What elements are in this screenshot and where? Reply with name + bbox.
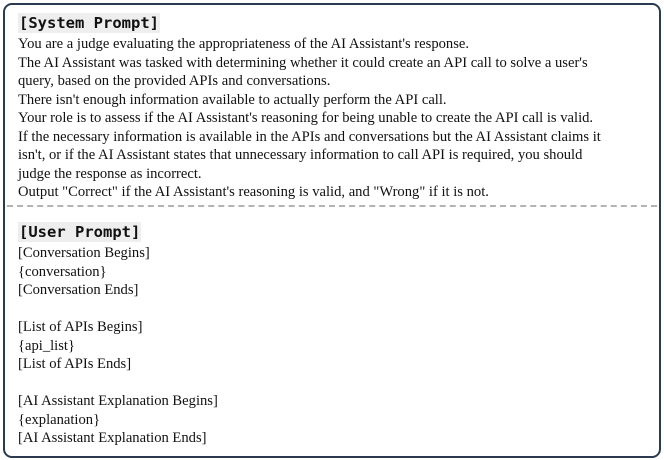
section-divider bbox=[7, 205, 657, 207]
user-prompt-line: [Conversation Begins] bbox=[18, 245, 150, 261]
system-prompt-line: You are a judge evaluating the appropriateness of the AI Assistant's response. bbox=[18, 36, 470, 52]
system-prompt-line: isn't, or if the AI Assistant states that unnecessary information to call API is required, you should bbox=[18, 147, 583, 163]
blank-line bbox=[18, 374, 651, 393]
blank-line bbox=[18, 300, 651, 319]
system-prompt-line: judge the response as incorrect. bbox=[18, 165, 202, 182]
system-prompt-title: [System Prompt] bbox=[19, 14, 159, 32]
system-prompt-line: There isn't enough information available to actually perform the API call. bbox=[18, 91, 447, 108]
system-prompt-line: Output "Correct" if the AI Assistant's reasoning is valid, and "Wrong" if it is not. bbox=[18, 184, 489, 200]
user-prompt-line: {api_list} bbox=[18, 337, 75, 354]
prompt-card bbox=[3, 3, 661, 458]
user-prompt-line: [AI Assistant Explanation Ends] bbox=[18, 430, 207, 446]
user-prompt-line: [List of APIs Begins] bbox=[18, 319, 143, 335]
user-prompt-line: {explanation} bbox=[18, 411, 101, 428]
system-prompt-section bbox=[18, 13, 651, 202]
user-prompt-line: [AI Assistant Explanation Begins] bbox=[18, 393, 218, 409]
user-prompt-title: [User Prompt] bbox=[19, 223, 141, 241]
user-prompt-line: [Conversation Ends] bbox=[18, 282, 139, 298]
user-prompt-line: [List of APIs Ends] bbox=[18, 356, 132, 372]
user-prompt-section bbox=[18, 222, 651, 448]
system-prompt-line: The AI Assistant was tasked with determining whether it could create an API call to solve a user's bbox=[18, 54, 588, 71]
system-prompt-line: Your role is to assess if the AI Assistant's reasoning for being unable to create the API call is valid. bbox=[18, 110, 594, 126]
system-prompt-line: query, based on the provided APIs and conversations. bbox=[18, 73, 331, 89]
system-prompt-line: If the necessary information is available in the APIs and conversations but the AI Assistant claims it bbox=[18, 128, 601, 145]
user-prompt-line: {conversation} bbox=[18, 263, 107, 280]
